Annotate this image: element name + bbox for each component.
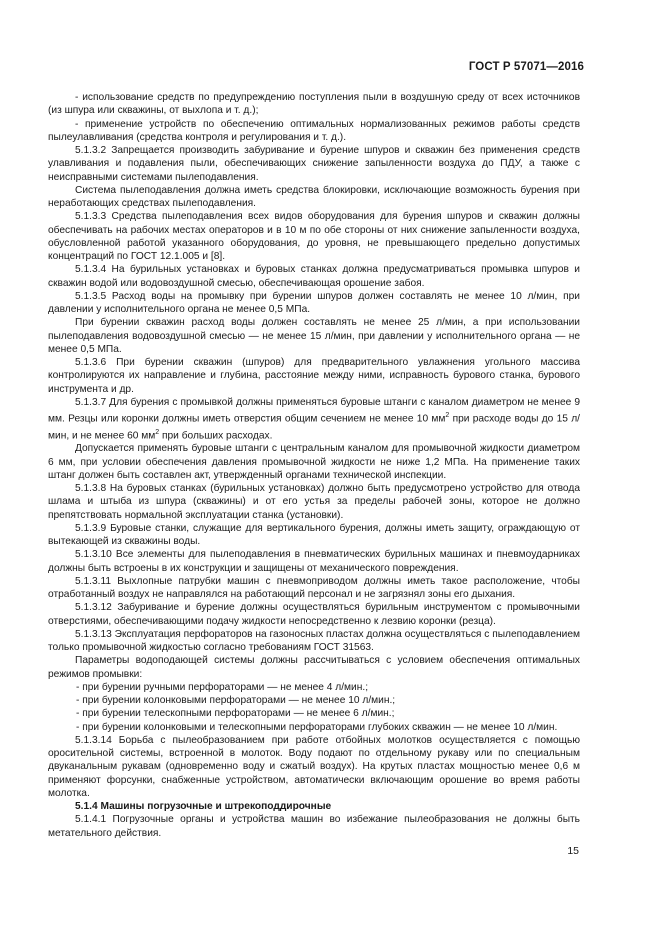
list-item: - использование средств по предупреждению поступления пыли в воздушную среду от всех источников (из шпура или скважины, от выхлопа и т. д.); <box>48 92 580 117</box>
list-item: - применение устройств по обеспечению оптимальных нормализованных режимов работы средств пылеулавливания (средства контроля и регулирования и т. д.). <box>48 118 580 143</box>
paragraph-5-1-3-5: 5.1.3.5 Расход воды на промывку при бурении шпуров должен составлять не менее 10 л/мин, при давлении у исполнительного органа не менее 0,5 МПа. <box>48 290 580 315</box>
document-body <box>48 91 580 840</box>
page-number: 15 <box>567 845 579 857</box>
paragraph-5-1-3-8: 5.1.3.8 На буровых станках (бурильных установках) должно быть предусмотрено устройство для отвода шлама и штыба из шпура (скважины) и от его устья за пределы рабочей зоны, которое не должно препятствовать нормальной эксплуатации станка (установки). <box>48 483 580 521</box>
text: при расходе воды до 15 л/мин, и не менее 60 мм <box>48 413 580 442</box>
paragraph-5-1-4-1: 5.1.4.1 Погрузочные органы и устройства машин во избежание пылеобразования не должны быть метательного действия. <box>48 814 580 839</box>
paragraph-5-1-3-6: 5.1.3.6 При бурении скважин (шпуров) для предварительного увлажнения угольного массива контролируются их направление и глубина, расстояние между ними, исправность бурового станка, бурового инструмента и др. <box>48 357 580 395</box>
document-header: ГОСТ Р 57071—2016 <box>468 61 584 73</box>
paragraph-5-1-3-11: 5.1.3.11 Выхлопные патрубки машин с пневмоприводом должны иметь такое расположение, чтобы отработанный воздух не направлялся на работающий персонал и не загрязнял зоны его дыхания. <box>48 575 580 601</box>
paragraph-5-1-3-9: 5.1.3.9 Буровые станки, служащие для вертикального бурения, должны иметь защиту, ограждающую от вытекающей из скважины воды. <box>48 522 580 548</box>
paragraph: При бурении скважин расход воды должен составлять не менее 25 л/мин, а при использовании пылеподавления водовоздушной смесью — не менее 15 л/мин, при давлении у исполнительного органа — не менее 0,5 МПа. <box>48 317 580 355</box>
text: при больших расходах. <box>159 430 273 442</box>
list-item: - при бурении ручными перфораторами — не менее 4 л/мин.; <box>76 681 369 693</box>
superscript: 2 <box>155 428 160 436</box>
paragraph-5-1-3-14: 5.1.3.14 Борьба с пылеобразованием при работе отбойных молотков осуществляется с помощью оросительной системы, встроенной в молоток. Воду подают по отдельному рукаву или по специальным двуканальным рукавам (одновременно воду и сжатый воздух). На крутых пластах мощностью менее 0,6 м применяют форсунки, снабженные устройством, автоматически включающим орошение во время работы молотка. <box>48 734 580 799</box>
paragraph: Параметры водоподающей системы должны рассчитываться с условием обеспечения оптимальных режимов промывки: <box>48 655 580 680</box>
text: 5.1.3.7 Для бурения с промывкой должны применяться буровые штанги с каналом диаметром не менее 9 мм. Резцы или коронки должны иметь отверстия общим сечением не менее 10 мм <box>48 396 580 425</box>
list-item: - при бурении колонковыми и телескопными перфораторами глубоких скважин — не менее 10 л/мин. <box>76 721 558 733</box>
paragraph-5-1-3-7 <box>48 396 580 443</box>
paragraph-5-1-3-4: 5.1.3.4 На бурильных установках и буровых станках должна предусматриваться промывка шпуров и скважин водой или водовоздушной смесью, обеспечивающая орошение забоя. <box>48 264 580 289</box>
superscript: 2 <box>445 412 450 419</box>
paragraph: Система пылеподавления должна иметь средства блокировки, исключающие возможность бурения при неработающих средствах пылеподавления. <box>48 184 580 209</box>
paragraph-5-1-3-13: 5.1.3.13 Эксплуатация перфораторов на газоносных пластах должна осуществляться с пылеподавлением только промывочной жидкостью согласно требованиям ГОСТ 31563. <box>48 628 580 654</box>
paragraph-5-1-3-3: 5.1.3.3 Средства пылеподавления всех видов оборудования для бурения шпуров и скважин должны обеспечивать на рабочих местах операторов и в 10 м по обе стороны от них снижение запыленности воздуха, обусловленной работой указанного оборудования, до уровня, не превышающего предельно допустимых концентраций по ГОСТ 12.1.005 и [8]. <box>48 211 580 262</box>
section-heading: 5.1.4 Машины погрузочные и штрекоподдирочные <box>75 801 332 813</box>
list-item: - при бурении телескопными перфораторами — не менее 6 л/мин.; <box>76 708 395 720</box>
paragraph-5-1-3-10: 5.1.3.10 Все элементы для пылеподавления в пневматических бурильных машинах и пневмоударниках должны быть встроены в их конструкции и защищены от механического повреждения. <box>48 549 580 574</box>
paragraph-5-1-3-12: 5.1.3.12 Забуривание и бурение должны осуществляться бурильным инструментом с промывочными отверстиями, обеспечивающими подачу жидкости непосредственно к лезвию коронки (резца). <box>48 602 580 627</box>
paragraph: Допускается применять буровые штанги с центральным каналом для промывочной жидкости диаметром 6 мм, при условии обеспечения давления промывочной жидкости не ниже 1,2 МПа. На применение таких штанг должен быть составлен акт, утвержденный органами технической инспекции. <box>48 443 580 481</box>
list-item: - при бурении колонковыми перфораторами — не менее 10 л/мин.; <box>76 695 396 707</box>
paragraph-5-1-3-2: 5.1.3.2 Запрещается производить забуривание и бурение шпуров и скважин без применения средств улавливания и подавления пыли, обеспечивающих снижение запыленности воздуха до ПДУ, а также с неисправными системами пылеподавления. <box>48 145 580 183</box>
